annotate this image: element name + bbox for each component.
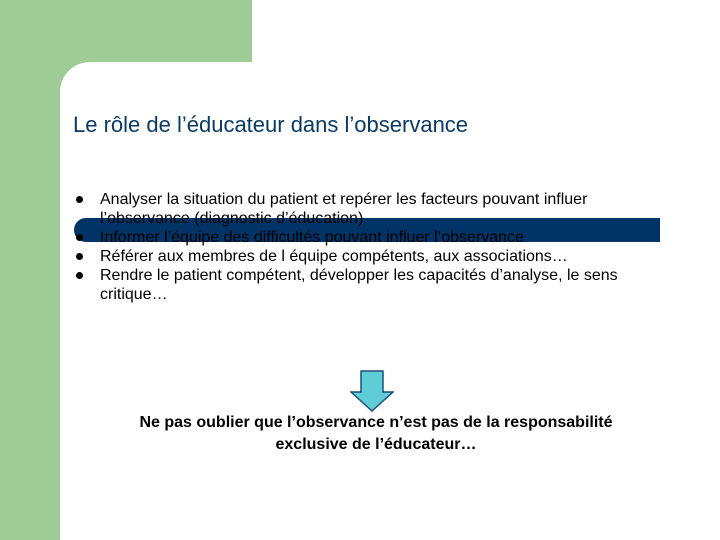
closing-statement	[66, 412, 686, 456]
bullet-text: Référer aux membres de l équipe compétents, aux associations…	[100, 248, 568, 265]
closing-line-1: Ne pas oublier que l’observance n’est pas de la responsabilité	[139, 414, 613, 431]
bullet-text: Rendre le patient compétent, développer les capacités d’analyse, le sens critique…	[100, 267, 618, 303]
bullet-item	[76, 228, 676, 247]
bullet-dot-icon	[76, 196, 83, 203]
slide-title: Le rôle de l’éducateur dans l’observance	[73, 112, 469, 137]
bullet-dot-icon	[76, 272, 83, 279]
bullet-item	[76, 247, 676, 266]
bullet-item	[76, 190, 676, 228]
bullet-text: Analyser la situation du patient et repérer les facteurs pouvant influer l’observance (diagnostic d’éducation)	[100, 191, 588, 227]
down-arrow-icon	[350, 370, 394, 412]
bullet-list	[76, 190, 676, 304]
bullet-text: Informer l’équipe des difficultés pouvant influer l’observance	[100, 229, 524, 246]
decorative-green-strip-left	[0, 0, 60, 540]
bullet-dot-icon	[76, 234, 83, 241]
bullet-dot-icon	[76, 253, 83, 260]
bullet-item	[76, 266, 676, 304]
closing-line-2: exclusive de l’éducateur…	[275, 436, 477, 453]
